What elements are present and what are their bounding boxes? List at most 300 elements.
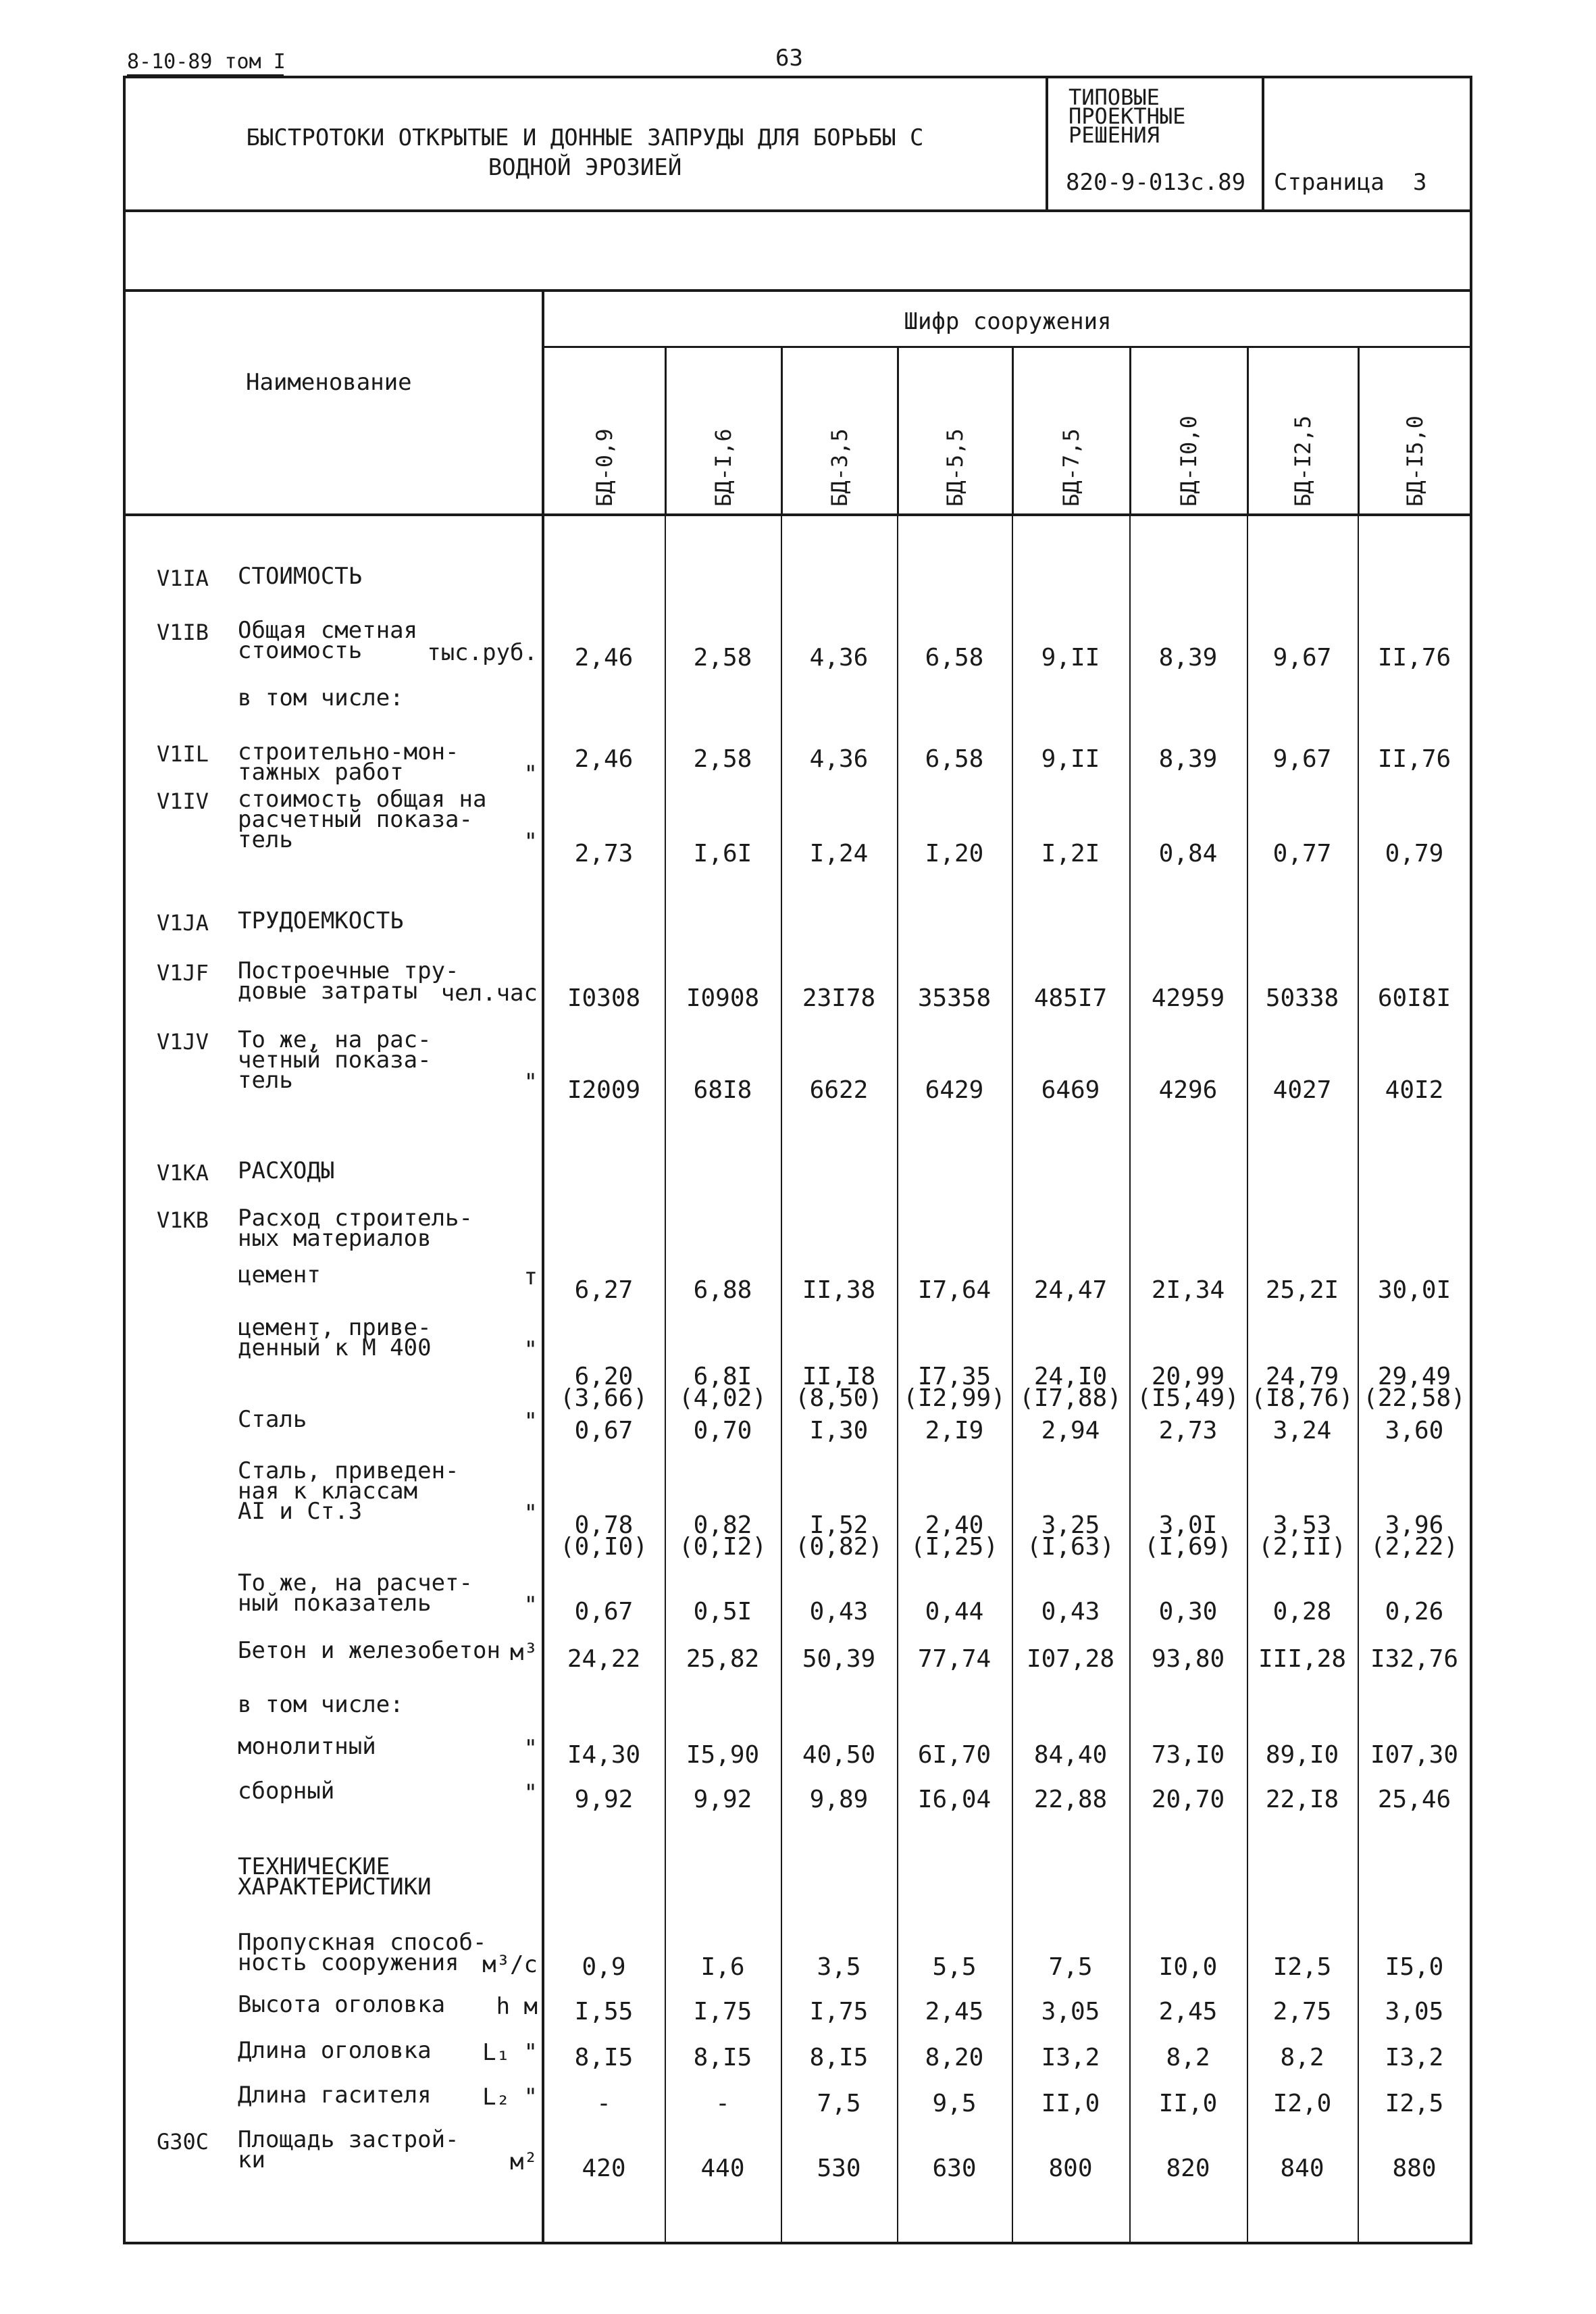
value-line: 3,05 (1385, 1998, 1444, 2026)
row-code: V1KB (157, 1207, 209, 1233)
value-line: I,2I (1041, 840, 1100, 867)
value-cell (1033, 984, 1108, 1012)
value-line: 840 (1280, 2155, 1324, 2182)
value-cell (1137, 1363, 1239, 1412)
value-cell (809, 1786, 869, 1813)
value-cell (802, 1741, 876, 1769)
value-cell (1166, 2044, 1210, 2071)
value-line: 0,28 (1272, 1598, 1332, 1626)
value-cell (574, 1786, 634, 1813)
value-cell (794, 1363, 883, 1412)
value-line: (2,II) (1258, 1533, 1347, 1561)
value-cell (1158, 1076, 1218, 1104)
row-unit: " (523, 1408, 538, 1435)
value-cell (1280, 2044, 1324, 2071)
value-cell (1033, 1786, 1108, 1813)
value-line: 8,39 (1158, 644, 1218, 672)
value-line: (I5,49) (1137, 1384, 1239, 1412)
value-line: 23I78 (802, 984, 876, 1012)
value-cell (1158, 1998, 1218, 2026)
row-unit: " (523, 1500, 538, 1527)
value-line: 24,I0 (1033, 1363, 1108, 1390)
value-line: 0,78 (574, 1511, 634, 1539)
frame-top (123, 76, 1472, 78)
row-unit: " (523, 761, 538, 788)
value-cell (925, 745, 984, 773)
value-cell (809, 1076, 869, 1104)
value-cell (582, 1953, 626, 1981)
value-line: (I,63) (1026, 1533, 1115, 1561)
page-label: Страница (1274, 169, 1385, 196)
value-line: 820 (1166, 2155, 1210, 2182)
value-cell (1370, 1741, 1459, 1769)
value-cell (925, 1417, 984, 1444)
value-cell (817, 2090, 861, 2117)
value-line: 0,43 (809, 1598, 869, 1626)
value-cell (1370, 1511, 1459, 1561)
value-line: 9,67 (1272, 745, 1332, 773)
row-code: V1KA (157, 1160, 209, 1186)
value-cell (1265, 1276, 1339, 1304)
value-line: I,30 (809, 1417, 869, 1444)
value-line: 60I8I (1377, 984, 1451, 1012)
row-unit: " (523, 1735, 538, 1762)
value-cell (567, 1741, 641, 1769)
value-cell (809, 644, 869, 672)
value-line: (8,50) (794, 1384, 883, 1412)
row-unit: тыс.руб. (427, 639, 538, 666)
value-cell (925, 1998, 984, 2026)
value-line: I5,0 (1385, 1953, 1444, 1981)
value-cell (574, 644, 634, 672)
row-name-line: в том числе: (238, 1691, 404, 1718)
row-name (238, 786, 487, 853)
value-cell (1033, 1276, 1108, 1304)
value-cell (1151, 1276, 1225, 1304)
value-line: I0908 (686, 984, 760, 1012)
value-cell (1048, 1953, 1093, 1981)
row-unit: чел.час (440, 980, 538, 1007)
value-line: 6,88 (693, 1276, 752, 1304)
value-cell (917, 1276, 992, 1304)
value-line: 530 (817, 2155, 861, 2182)
row-name (238, 563, 363, 590)
row-unit: м³ (510, 1639, 538, 1666)
value-cell (693, 1076, 752, 1104)
row-name-line: ХАРАКТЕРИСТИКИ (238, 1873, 432, 1901)
value-cell (903, 1363, 1006, 1412)
value-line: 6,58 (925, 745, 984, 773)
value-line: I32,76 (1370, 1645, 1459, 1673)
column-divider (665, 347, 667, 515)
value-line: 6622 (809, 1076, 869, 1104)
row-name-line: То же, на рас- (238, 1026, 432, 1053)
row-name-line: тажных работ (238, 759, 404, 786)
value-line: 25,46 (1377, 1786, 1451, 1813)
value-line: I,75 (693, 1998, 752, 2026)
value-cell (574, 745, 634, 773)
value-cell (1158, 1417, 1218, 1444)
value-cell (693, 745, 752, 773)
row-code: V1JV (157, 1029, 209, 1055)
header-divider-1 (1046, 76, 1048, 211)
value-cell (1258, 1511, 1347, 1561)
row-name (238, 1314, 432, 1361)
row-name (238, 1026, 432, 1094)
value-line: 50338 (1265, 984, 1339, 1012)
value-cell (574, 1417, 634, 1444)
value-cell (1048, 2155, 1093, 2182)
value-cell (1272, 1417, 1332, 1444)
value-cell (932, 1953, 977, 1981)
value-cell (1385, 1598, 1444, 1626)
value-line: 4,36 (809, 644, 869, 672)
value-cell (1041, 1076, 1100, 1104)
value-line: 8,I5 (574, 2044, 634, 2071)
value-cell (1041, 644, 1100, 672)
value-cell (1158, 1953, 1218, 1981)
value-line: 9,89 (809, 1786, 869, 1813)
value-cell (693, 1417, 752, 1444)
series-code: 820-9-013с.89 (1066, 169, 1246, 196)
value-line: I4,30 (567, 1741, 641, 1769)
value-cell (574, 1998, 634, 2026)
value-line: 800 (1048, 2155, 1093, 2182)
row-name-line: строительно-мон- (238, 738, 459, 765)
value-line: 84,40 (1033, 1741, 1108, 1769)
value-cell (925, 840, 984, 867)
value-cell (917, 1786, 992, 1813)
value-line: 40I2 (1385, 1076, 1444, 1104)
value-cell (559, 1511, 648, 1561)
value-line: (2,22) (1370, 1533, 1459, 1561)
blank-row-bottom (123, 289, 1472, 292)
column-divider (1358, 515, 1359, 2243)
value-cell (700, 2155, 745, 2182)
value-cell (1272, 644, 1332, 672)
value-line: 3,96 (1385, 1511, 1444, 1539)
value-line: 77,74 (917, 1645, 992, 1673)
value-cell (1385, 1417, 1444, 1444)
value-cell (582, 2155, 626, 2182)
value-line: I5,90 (686, 1741, 760, 1769)
column-divider (665, 515, 666, 2243)
value-cell (678, 1363, 767, 1412)
value-line: (I7,88) (1019, 1384, 1122, 1412)
value-cell (917, 984, 992, 1012)
value-cell (1265, 1786, 1339, 1813)
value-line: 20,70 (1151, 1786, 1225, 1813)
row-name-line: ная к классам (238, 1478, 418, 1505)
value-line: 7,5 (817, 2090, 861, 2117)
column-divider (1358, 347, 1360, 515)
value-line: 25,82 (686, 1645, 760, 1673)
row-unit: " (523, 828, 538, 855)
value-cell (1041, 2090, 1100, 2117)
value-cell (1151, 1786, 1225, 1813)
row-code: G30C (157, 2129, 209, 2155)
row-name-line: РАСХОДЫ (238, 1157, 335, 1184)
value-cell (1258, 1645, 1347, 1673)
value-cell (802, 1645, 876, 1673)
column-header: БД-3,5 (827, 428, 852, 507)
table-head-bottom (123, 513, 1472, 516)
value-line: I07,30 (1370, 1741, 1459, 1769)
row-name-line: АI и Ст.3 (238, 1498, 363, 1525)
value-line: (I,69) (1143, 1533, 1233, 1561)
value-line: 25,2I (1265, 1276, 1339, 1304)
row-name-line: Сталь, приведен- (238, 1457, 459, 1484)
value-line: II,I8 (802, 1363, 876, 1390)
value-cell (1041, 2044, 1100, 2071)
row-name-line: ность сооружения (238, 1949, 459, 1976)
row-name (238, 1691, 404, 1718)
value-cell (1026, 1511, 1115, 1561)
value-line: 0,5I (693, 1598, 752, 1626)
row-name (238, 2126, 459, 2173)
value-line: 0,84 (1158, 840, 1218, 867)
value-cell (809, 1598, 869, 1626)
row-name (238, 1205, 473, 1252)
value-cell (1151, 1645, 1225, 1673)
value-cell (574, 840, 634, 867)
column-header: БД-0,9 (592, 428, 617, 507)
value-line: 630 (932, 2155, 977, 2182)
value-cell (1272, 1076, 1332, 1104)
value-line: II,0 (1041, 2090, 1100, 2117)
row-name-line: Общая сметная (238, 617, 418, 644)
row-name-line: ТЕХНИЧЕСКИЕ (238, 1853, 390, 1880)
value-line: 8,39 (1158, 745, 1218, 773)
value-line: I7,35 (917, 1363, 992, 1390)
value-line: 2,73 (574, 840, 634, 867)
value-cell (693, 840, 752, 867)
value-line: 6,58 (925, 644, 984, 672)
row-name-line: Площадь застрой- (238, 2126, 459, 2153)
row-name (238, 1929, 487, 1976)
value-cell (932, 2090, 977, 2117)
row-unit: м² (510, 2148, 538, 2175)
value-line: III,28 (1258, 1645, 1347, 1673)
value-line: 6,20 (574, 1363, 634, 1390)
value-cell (567, 1645, 641, 1673)
value-line: 4296 (1158, 1076, 1218, 1104)
row-name (238, 1991, 446, 2018)
value-cell (693, 1998, 752, 2026)
value-cell (1265, 984, 1339, 1012)
value-line: 0,9 (582, 1953, 626, 1981)
row-name (238, 957, 459, 1005)
header-divider-2 (1262, 76, 1264, 211)
value-line: I7,64 (917, 1276, 992, 1304)
value-cell (693, 1598, 752, 1626)
value-line: 3,5 (817, 1953, 861, 1981)
value-cell (1385, 840, 1444, 867)
value-line: 3,60 (1385, 1417, 1444, 1444)
value-cell (1272, 1598, 1332, 1626)
value-cell (925, 644, 984, 672)
row-unit: " (523, 1069, 538, 1096)
value-cell (1377, 984, 1451, 1012)
row-unit: h м (496, 1993, 538, 2020)
column-header: БД-I5,0 (1402, 416, 1428, 507)
value-cell (1377, 1276, 1451, 1304)
row-name-line: То же, на расчет- (238, 1569, 473, 1596)
value-line: 24,22 (567, 1645, 641, 1673)
value-line: 0,26 (1385, 1598, 1444, 1626)
value-line: 24,47 (1033, 1276, 1108, 1304)
value-line: 20,99 (1151, 1363, 1225, 1390)
value-line: 6469 (1041, 1076, 1100, 1104)
row-name (238, 1853, 432, 1901)
name-col-divider (542, 289, 544, 2243)
value-line: 485I7 (1033, 984, 1108, 1012)
value-line: 0,79 (1385, 840, 1444, 867)
value-line: 0,82 (693, 1511, 752, 1539)
row-name (238, 2082, 432, 2109)
value-line: I6,04 (917, 1786, 992, 1813)
value-line: - (715, 2090, 730, 2117)
value-cell (693, 1276, 752, 1304)
value-line: 0,43 (1041, 1598, 1100, 1626)
value-line: 3,24 (1272, 1417, 1332, 1444)
column-header: БД-7,5 (1058, 428, 1084, 507)
value-cell (686, 984, 760, 1012)
value-cell (574, 1598, 634, 1626)
column-header: БД-5,5 (942, 428, 968, 507)
row-name (238, 1457, 459, 1525)
value-line: I2009 (567, 1076, 641, 1104)
row-name-line: ки (238, 2146, 265, 2173)
value-cell (1272, 840, 1332, 867)
row-name-line: Бетон и железобетон (238, 1637, 500, 1664)
value-line: 9,5 (932, 2090, 977, 2117)
value-line: I2,5 (1385, 2090, 1444, 2117)
value-cell (910, 1511, 999, 1561)
value-cell (1019, 1363, 1122, 1412)
value-line: 2,46 (574, 644, 634, 672)
value-cell (1158, 2090, 1218, 2117)
value-cell (1033, 1741, 1108, 1769)
value-cell (917, 1645, 992, 1673)
row-name-line: четный показа- (238, 1047, 432, 1074)
doc-ref: 8-10-89 том I (127, 50, 286, 74)
row-unit: " (523, 1592, 538, 1619)
value-line: 2,94 (1041, 1417, 1100, 1444)
value-cell (794, 1511, 883, 1561)
value-line: 2I,34 (1151, 1276, 1225, 1304)
value-line: 50,39 (802, 1645, 876, 1673)
value-line: I2,0 (1272, 2090, 1332, 2117)
value-line: (3,66) (559, 1384, 648, 1412)
row-name-line: Расход строитель- (238, 1205, 473, 1232)
value-cell (700, 1953, 745, 1981)
value-line: 0,77 (1272, 840, 1332, 867)
value-cell (1041, 745, 1100, 773)
value-line: 9,II (1041, 644, 1100, 672)
value-cell (1158, 644, 1218, 672)
page-number: 63 (775, 45, 803, 72)
value-cell (1151, 1741, 1225, 1769)
value-line: I,75 (809, 1998, 869, 2026)
value-cell (809, 1417, 869, 1444)
column-header: БД-I2,5 (1290, 416, 1316, 507)
row-name-line: тель (238, 1067, 293, 1094)
value-line: 6,8I (693, 1363, 752, 1390)
value-cell (802, 1276, 876, 1304)
column-divider (1129, 347, 1131, 515)
value-line: 420 (582, 2155, 626, 2182)
value-cell (1385, 1953, 1444, 1981)
row-code: V1IV (157, 788, 209, 814)
value-line: 93,80 (1151, 1645, 1225, 1673)
value-line: 0,44 (925, 1598, 984, 1626)
row-unit: т (523, 1263, 538, 1290)
row-unit: " (523, 1336, 538, 1363)
row-unit: L₂ " (482, 2084, 538, 2111)
value-cell (1385, 2090, 1444, 2117)
value-cell (809, 745, 869, 773)
value-line: 3,25 (1041, 1511, 1100, 1539)
row-code: V1IL (157, 741, 209, 767)
row-name (238, 1733, 376, 1760)
value-line: I,55 (574, 1998, 634, 2026)
row-code: V1IA (157, 565, 209, 591)
frame-left (123, 76, 126, 2244)
value-line: 7,5 (1048, 1953, 1093, 1981)
value-cell (1143, 1511, 1233, 1561)
row-unit: " (523, 1780, 538, 1807)
value-cell (1377, 1786, 1451, 1813)
value-cell (802, 984, 876, 1012)
value-line: 73,I0 (1151, 1741, 1225, 1769)
value-cell (809, 1998, 869, 2026)
value-line: 29,49 (1377, 1363, 1451, 1390)
value-line: 8,I5 (693, 2044, 752, 2071)
value-cell (1158, 840, 1218, 867)
value-line: I2,5 (1272, 1953, 1332, 1981)
value-line: I,24 (809, 840, 869, 867)
row-name (238, 617, 418, 664)
value-line: 35358 (917, 984, 992, 1012)
column-divider (1129, 515, 1131, 2243)
value-line: 8,20 (925, 2044, 984, 2071)
value-line: II,0 (1158, 2090, 1218, 2117)
value-line: II,76 (1377, 644, 1451, 672)
value-line: 0,30 (1158, 1598, 1218, 1626)
row-code: V1IB (157, 620, 209, 645)
row-name (238, 684, 404, 711)
value-line: 24,79 (1265, 1363, 1339, 1390)
value-line: (0,82) (794, 1533, 883, 1561)
value-cell (1272, 745, 1332, 773)
value-cell (817, 1953, 861, 1981)
frame-bottom (123, 2242, 1472, 2244)
value-line: II,76 (1377, 745, 1451, 773)
column-divider (1247, 515, 1248, 2243)
value-line: I,20 (925, 840, 984, 867)
value-cell (686, 1741, 760, 1769)
value-cell (686, 1645, 760, 1673)
value-line: 2,58 (693, 644, 752, 672)
value-line: 3,0I (1158, 1511, 1218, 1539)
value-cell (809, 2044, 869, 2071)
value-line: 22,I8 (1265, 1786, 1339, 1813)
value-cell (559, 1363, 648, 1412)
row-name-line: Высота оголовка (238, 1991, 446, 2018)
cipher-header: Шифр сооружения (904, 308, 1112, 335)
value-line: 0,67 (574, 1417, 634, 1444)
